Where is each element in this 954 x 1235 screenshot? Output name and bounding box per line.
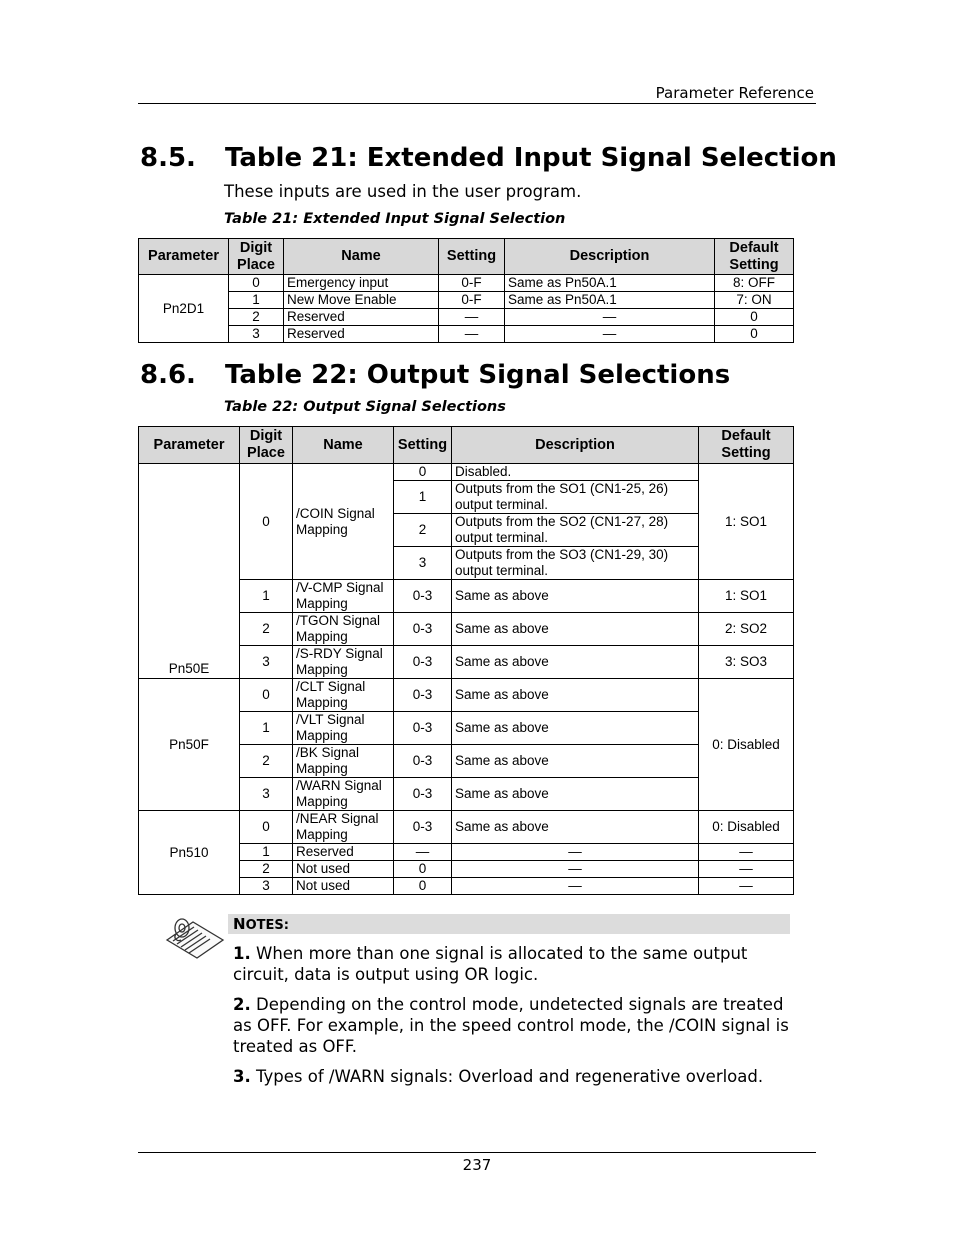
parameter-cell: Pn50E [139,464,240,679]
setting-cell: 0-F [439,275,505,292]
digit-cell: 0 [229,275,284,292]
col-header-default: Default Setting [699,427,794,464]
name-cell: Not used [293,861,394,878]
description-cell: Disabled. [452,464,699,481]
note-item: 2. Depending on the control mode, undetected signals are treated as OFF. For example, in the speed control mode, the /COIN signal is treated as OFF. [233,995,789,1056]
digit-cell: 3 [229,326,284,343]
table-caption: Table 22: Output Signal Selections [224,399,506,415]
default-cell: 3: SO3 [699,646,794,679]
digit-cell: 2 [240,613,293,646]
col-header-digit-place: Digit Place [229,239,284,275]
description-cell: Same as above [452,712,699,745]
setting-cell: 3 [394,547,452,580]
digit-cell: 1 [240,844,293,861]
name-cell: Reserved [284,309,439,326]
table-row [139,292,794,309]
setting-cell: 0-3 [394,580,452,613]
default-cell: 8: OFF [715,275,794,292]
footer-rule [138,1152,816,1153]
default-cell: — [699,878,794,895]
description-cell: — [505,326,715,343]
description-cell: Same as above [452,745,699,778]
setting-cell: — [394,844,452,861]
section-number: 8.5. [140,143,196,173]
setting-cell: 0 [394,464,452,481]
notes-heading: NOTES: [228,914,790,934]
digit-cell: 3 [240,778,293,811]
description-cell: — [452,878,699,895]
col-header-parameter: Parameter [139,427,240,464]
name-cell: /WARN Signal Mapping [293,778,394,811]
table-row [139,464,794,481]
default-cell: 0 [715,309,794,326]
setting-cell: 0 [394,861,452,878]
section-number: 8.6. [140,360,196,390]
name-cell: /BK Signal Mapping [293,745,394,778]
description-cell: — [452,861,699,878]
header-rule [138,103,816,104]
parameter-cell: Pn510 [139,811,240,895]
digit-cell: 3 [240,878,293,895]
setting-cell: 0 [394,878,452,895]
default-cell: 7: ON [715,292,794,309]
setting-cell: 0-3 [394,745,452,778]
table-header-row [139,427,794,464]
section-intro: These inputs are used in the user program. [224,182,582,201]
section-title: Table 21: Extended Input Signal Selection [225,143,837,173]
setting-cell: 0-3 [394,613,452,646]
setting-cell: 0-3 [394,679,452,712]
digit-cell: 2 [240,861,293,878]
col-header-name: Name [293,427,394,464]
running-header: Parameter Reference [655,84,814,102]
digit-cell: 2 [240,745,293,778]
col-header-description: Description [505,239,715,275]
setting-cell: 0-3 [394,778,452,811]
table-row [139,326,794,343]
page-number: 237 [462,1156,492,1174]
col-header-default: Default Setting [715,239,794,275]
col-header-setting: Setting [394,427,452,464]
description-cell: Same as above [452,778,699,811]
description-cell: Outputs from the SO1 (CN1-25, 26) output terminal. [452,481,699,514]
table-row [139,811,794,844]
description-cell: Outputs from the SO2 (CN1-27, 28) output terminal. [452,514,699,547]
setting-cell: — [439,326,505,343]
table-row [139,679,794,712]
digit-cell: 0 [240,679,293,712]
table-row [139,275,794,292]
note-item: 1. When more than one signal is allocated to the same output circuit, data is output using OR logic. [233,944,748,984]
digit-cell: 3 [240,646,293,679]
col-header-digit-place: Digit Place [240,427,293,464]
name-cell: /V-CMP Signal Mapping [293,580,394,613]
setting-cell: 1 [394,481,452,514]
default-cell: — [699,844,794,861]
col-header-name: Name [284,239,439,275]
col-header-parameter: Parameter [139,239,229,275]
digit-cell: 0 [240,811,293,844]
digit-cell: 1 [229,292,284,309]
setting-cell: 0-3 [394,811,452,844]
description-cell: Same as Pn50A.1 [505,292,715,309]
section-title: Table 22: Output Signal Selections [225,360,731,390]
name-cell: /COIN Signal Mapping [293,464,394,580]
table-22 [138,426,794,895]
digit-cell: 2 [229,309,284,326]
name-cell: Reserved [284,326,439,343]
notepad-icon [163,914,227,962]
name-cell: /TGON Signal Mapping [293,613,394,646]
table-header-row [139,239,794,275]
table-21 [138,238,794,343]
default-cell: 0: Disabled [699,811,794,844]
note-item: 3. Types of /WARN signals: Overload and regenerative overload. [233,1067,764,1086]
setting-cell: 0-F [439,292,505,309]
name-cell: New Move Enable [284,292,439,309]
setting-cell: 0-3 [394,712,452,745]
setting-cell: — [439,309,505,326]
default-cell: 1: SO1 [699,580,794,613]
table-caption: Table 21: Extended Input Signal Selection [224,211,566,227]
col-header-setting: Setting [439,239,505,275]
name-cell: /S-RDY Signal Mapping [293,646,394,679]
description-cell: — [452,844,699,861]
parameter-cell: Pn2D1 [139,275,229,343]
description-cell: Same as Pn50A.1 [505,275,715,292]
parameter-cell: Pn50F [139,679,240,811]
col-header-description: Description [452,427,699,464]
description-cell: Same as above [452,646,699,679]
default-cell: 0 [715,326,794,343]
section-heading-8-6 [140,360,730,390]
description-cell: Same as above [452,613,699,646]
digit-cell: 1 [240,580,293,613]
default-cell: — [699,861,794,878]
name-cell: Emergency input [284,275,439,292]
default-cell: 2: SO2 [699,613,794,646]
name-cell: /NEAR Signal Mapping [293,811,394,844]
name-cell: Not used [293,878,394,895]
description-cell: Same as above [452,811,699,844]
name-cell: Reserved [293,844,394,861]
name-cell: /VLT Signal Mapping [293,712,394,745]
name-cell: /CLT Signal Mapping [293,679,394,712]
setting-cell: 2 [394,514,452,547]
description-cell: Outputs from the SO3 (CN1-29, 30) output terminal. [452,547,699,580]
default-cell: 0: Disabled [699,679,794,811]
setting-cell: 0-3 [394,646,452,679]
description-cell: — [505,309,715,326]
default-cell: 1: SO1 [699,464,794,580]
table-row [139,309,794,326]
digit-cell: 1 [240,712,293,745]
digit-cell: 0 [240,464,293,580]
section-heading-8-5 [140,143,837,173]
description-cell: Same as above [452,679,699,712]
description-cell: Same as above [452,580,699,613]
